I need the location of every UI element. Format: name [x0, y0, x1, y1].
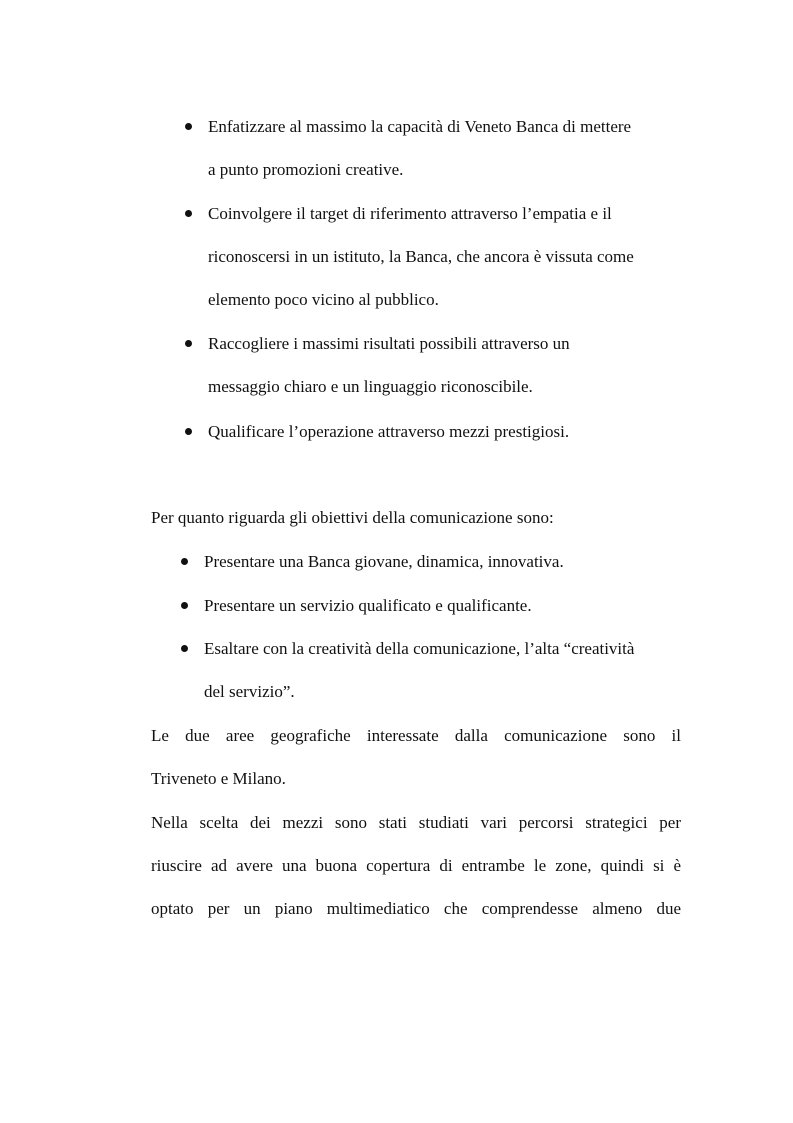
list-item-text: Raccogliere i massimi risultati possibili attraverso un: [208, 334, 570, 353]
list-item-text: Qualificare l’operazione attraverso mezzi prestigiosi.: [208, 422, 570, 441]
list-item-text: Coinvolgere il target di riferimento attraverso l’empatia e il: [208, 204, 612, 223]
list-item-text: Enfatizzare al massimo la capacità di Veneto Banca di mettere: [208, 117, 632, 136]
list-item-text: a punto promozioni creative.: [208, 160, 404, 179]
bullet-icon: [185, 428, 192, 435]
paragraph-line: riuscire ad avere una buona copertura di entrambe le zone, quindi si è: [151, 856, 681, 875]
list-item-text: messaggio chiaro e un linguaggio riconoscibile.: [208, 377, 533, 396]
bullet-icon: [181, 602, 188, 609]
paragraph-line: Triveneto e Milano.: [151, 769, 286, 788]
bullet-icon: [185, 340, 192, 347]
list-item-text: riconoscersi in un istituto, la Banca, che ancora è vissuta come: [208, 247, 634, 266]
paragraph-line: optato per un piano multimediatico che comprendesse almeno due: [151, 899, 681, 918]
paragraph-line: Nella scelta dei mezzi sono stati studiati vari percorsi strategici per: [151, 813, 681, 832]
list-item-text: Esaltare con la creatività della comunicazione, l’alta “creatività: [204, 639, 635, 658]
list-item-text: Presentare una Banca giovane, dinamica, innovativa.: [204, 552, 564, 571]
paragraph-line: Le due aree geografiche interessate dalla comunicazione sono il: [151, 726, 681, 745]
intro-paragraph: Per quanto riguarda gli obiettivi della comunicazione sono:: [151, 508, 554, 527]
bullet-icon: [185, 210, 192, 217]
list-item-text: elemento poco vicino al pubblico.: [208, 290, 439, 309]
bullet-icon: [181, 558, 188, 565]
list-item-text: Presentare un servizio qualificato e qualificante.: [204, 596, 532, 615]
list-item-text: del servizio”.: [204, 682, 295, 701]
bullet-icon: [185, 123, 192, 130]
bullet-icon: [181, 645, 188, 652]
